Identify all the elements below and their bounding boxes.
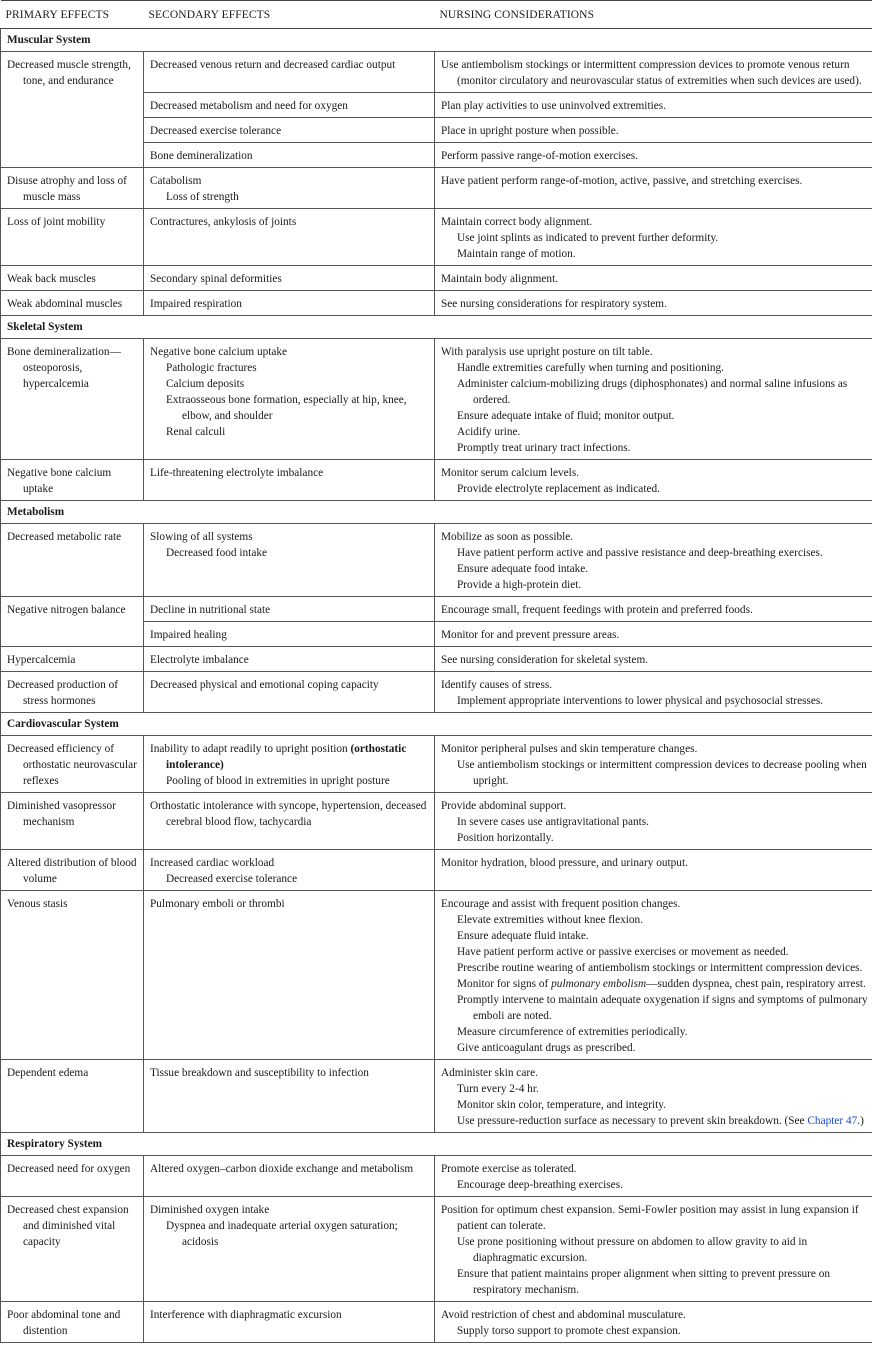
primary-effect: Decreased production of stress hormones: [1, 672, 144, 713]
secondary-effect: Electrolyte imbalance: [144, 647, 435, 672]
section-row: [1, 713, 872, 736]
primary-effect: Decreased chest expansion and diminished vital capacity: [1, 1197, 144, 1302]
nursing-consideration: Maintain body alignment.: [435, 266, 872, 291]
secondary-effect: Secondary spinal deformities: [144, 266, 435, 291]
nursing-consideration: Encourage and assist with frequent position changes. Elevate extremities without knee flexion. Ensure adequate fluid intake. Have patient perform active or passive exercises or movement as needed. Prescribe routine wearing of antiembolism stockings or intermittent compression devices. Monitor for signs of pulmonary embolism—sudden dyspnea, chest pain, respiratory arrest. Promptly intervene to maintain adequate oxygenation if signs and symptoms of pulmonary emboli are noted. Measure circumference of extremities periodically. Give anticoagulant drugs as prescribed.: [435, 891, 872, 1060]
table-row: [1, 524, 872, 597]
secondary-effect: Orthostatic intolerance with syncope, hypertension, deceased cerebral blood flow, tachycardia: [144, 793, 435, 850]
table-row: [1, 1302, 872, 1343]
section-metabolism: Metabolism: [1, 501, 872, 524]
table-header-row: [1, 1, 872, 29]
table-row: [1, 1156, 872, 1197]
nursing-consideration: Identify causes of stress. Implement appropriate interventions to lower physical and psychosocial stresses.: [435, 672, 872, 713]
table-row: [1, 891, 872, 1060]
nursing-consideration: Encourage small, frequent feedings with protein and preferred foods.: [435, 597, 872, 622]
table-row: [1, 266, 872, 291]
primary-effect: Disuse atrophy and loss of muscle mass: [1, 168, 144, 209]
table-row: [1, 291, 872, 316]
nursing-consideration: Have patient perform range-of-motion, active, passive, and stretching exercises.: [435, 168, 872, 209]
table-row: [1, 597, 872, 622]
nursing-consideration: With paralysis use upright posture on tilt table. Handle extremities carefully when turning and positioning. Administer calcium-mobilizing drugs (diphosphonates) and normal saline infusions as ordered. Ensure adequate intake of fluid; monitor output. Acidify urine. Promptly treat urinary tract infections.: [435, 339, 872, 460]
section-row: [1, 29, 872, 52]
primary-effect: Decreased need for oxygen: [1, 1156, 144, 1197]
secondary-effect: Diminished oxygen intake Dyspnea and inadequate arterial oxygen saturation; acidosis: [144, 1197, 435, 1302]
table-row: [1, 339, 872, 460]
secondary-effect: Contractures, ankylosis of joints: [144, 209, 435, 266]
nursing-consideration: Maintain correct body alignment. Use joint splints as indicated to prevent further deformity. Maintain range of motion.: [435, 209, 872, 266]
section-muscular: Muscular System: [1, 29, 872, 52]
nursing-consideration: Use antiembolism stockings or intermittent compression devices to promote venous return (monitor circulatory and neurovascular status of extremities when such devices are used).: [435, 52, 872, 93]
primary-effect: Decreased muscle strength, tone, and endurance: [1, 52, 144, 168]
secondary-effect: Interference with diaphragmatic excursion: [144, 1302, 435, 1343]
primary-effect: Negative nitrogen balance: [1, 597, 144, 647]
nursing-consideration: Monitor hydration, blood pressure, and urinary output.: [435, 850, 872, 891]
table-row: [1, 52, 872, 93]
nursing-consideration: See nursing consideration for skeletal system.: [435, 647, 872, 672]
section-row: [1, 316, 872, 339]
section-row: [1, 501, 872, 524]
secondary-effect: Decreased metabolism and need for oxygen: [144, 93, 435, 118]
primary-effect: Poor abdominal tone and distention: [1, 1302, 144, 1343]
nursing-consideration: Perform passive range-of-motion exercises.: [435, 143, 872, 168]
section-cardiovascular: Cardiovascular System: [1, 713, 872, 736]
primary-effect: Altered distribution of blood volume: [1, 850, 144, 891]
section-skeletal: Skeletal System: [1, 316, 872, 339]
primary-effect: Decreased efficiency of orthostatic neurovascular reflexes: [1, 736, 144, 793]
primary-effect: Venous stasis: [1, 891, 144, 1060]
secondary-effect: Pulmonary emboli or thrombi: [144, 891, 435, 1060]
secondary-effect: Slowing of all systems Decreased food intake: [144, 524, 435, 597]
nursing-consideration: Promote exercise as tolerated. Encourage deep-breathing exercises.: [435, 1156, 872, 1197]
header-secondary: SECONDARY EFFECTS: [144, 1, 435, 29]
secondary-effect: Impaired healing: [144, 622, 435, 647]
table-row: [1, 736, 872, 793]
primary-effect: Dependent edema: [1, 1060, 144, 1133]
nursing-consideration: Mobilize as soon as possible. Have patient perform active and passive resistance and deep-breathing exercises. Ensure adequate food intake. Provide a high-protein diet.: [435, 524, 872, 597]
primary-effect: Decreased metabolic rate: [1, 524, 144, 597]
header-nursing: NURSING CONSIDERATIONS: [435, 1, 872, 29]
secondary-effect: Catabolism Loss of strength: [144, 168, 435, 209]
primary-effect: Diminished vasopressor mechanism: [1, 793, 144, 850]
table-row: [1, 168, 872, 209]
nursing-consideration: See nursing considerations for respiratory system.: [435, 291, 872, 316]
table-row: [1, 850, 872, 891]
secondary-effect: Inability to adapt readily to upright position (orthostatic intolerance) Pooling of blood in extremities in upright posture: [144, 736, 435, 793]
table-row: [1, 1060, 872, 1133]
secondary-effect: Decreased venous return and decreased cardiac output: [144, 52, 435, 93]
secondary-effect: Tissue breakdown and susceptibility to infection: [144, 1060, 435, 1133]
table-row: [1, 209, 872, 266]
primary-effect: Bone demineralization—osteoporosis, hypercalcemia: [1, 339, 144, 460]
table-row: [1, 672, 872, 713]
table-row: [1, 647, 872, 672]
table-row: [1, 793, 872, 850]
secondary-effect: Decreased physical and emotional coping capacity: [144, 672, 435, 713]
secondary-effect: Increased cardiac workload Decreased exercise tolerance: [144, 850, 435, 891]
secondary-effect: Life-threatening electrolyte imbalance: [144, 460, 435, 501]
secondary-effect: Negative bone calcium uptake Pathologic fractures Calcium deposits Extraosseous bone formation, especially at hip, knee, elbow, and shoulder Renal calculi: [144, 339, 435, 460]
chapter-47-link[interactable]: Chapter 47: [807, 1115, 858, 1127]
nursing-consideration: Monitor peripheral pulses and skin temperature changes. Use antiembolism stockings or intermittent compression devices to decrease pooling when upright.: [435, 736, 872, 793]
section-respiratory: Respiratory System: [1, 1133, 872, 1156]
nursing-consideration: Monitor serum calcium levels. Provide electrolyte replacement as indicated.: [435, 460, 872, 501]
primary-effect: Weak back muscles: [1, 266, 144, 291]
nursing-consideration: Monitor for and prevent pressure areas.: [435, 622, 872, 647]
secondary-effect: Altered oxygen–carbon dioxide exchange and metabolism: [144, 1156, 435, 1197]
header-primary: PRIMARY EFFECTS: [1, 1, 144, 29]
primary-effect: Weak abdominal muscles: [1, 291, 144, 316]
secondary-effect: Bone demineralization: [144, 143, 435, 168]
nursing-consideration: Position for optimum chest expansion. Semi-Fowler position may assist in lung expansion if patient can tolerate. Use prone positioning without pressure on abdomen to allow gravity to aid in diaphragmatic excursion. Ensure that patient maintains proper alignment when sitting to prevent pressure on respiratory mechanism.: [435, 1197, 872, 1302]
nursing-consideration: Plan play activities to use uninvolved extremities.: [435, 93, 872, 118]
primary-effect: Hypercalcemia: [1, 647, 144, 672]
table-row: [1, 460, 872, 501]
primary-effect: Loss of joint mobility: [1, 209, 144, 266]
nursing-consideration: Administer skin care. Turn every 2-4 hr. Monitor skin color, temperature, and integrity. Use pressure-reduction surface as necessary to prevent skin breakdown. (See Chapter 47.): [435, 1060, 872, 1133]
secondary-effect: Impaired respiration: [144, 291, 435, 316]
primary-effect: Negative bone calcium uptake: [1, 460, 144, 501]
table-row: [1, 1197, 872, 1302]
secondary-effect: Decreased exercise tolerance: [144, 118, 435, 143]
nursing-consideration: Provide abdominal support. In severe cases use antigravitational pants. Position horizontally.: [435, 793, 872, 850]
nursing-consideration: Place in upright posture when possible.: [435, 118, 872, 143]
secondary-effect: Decline in nutritional state: [144, 597, 435, 622]
section-row: [1, 1133, 872, 1156]
nursing-consideration: Avoid restriction of chest and abdominal musculature. Supply torso support to promote chest expansion.: [435, 1302, 872, 1343]
